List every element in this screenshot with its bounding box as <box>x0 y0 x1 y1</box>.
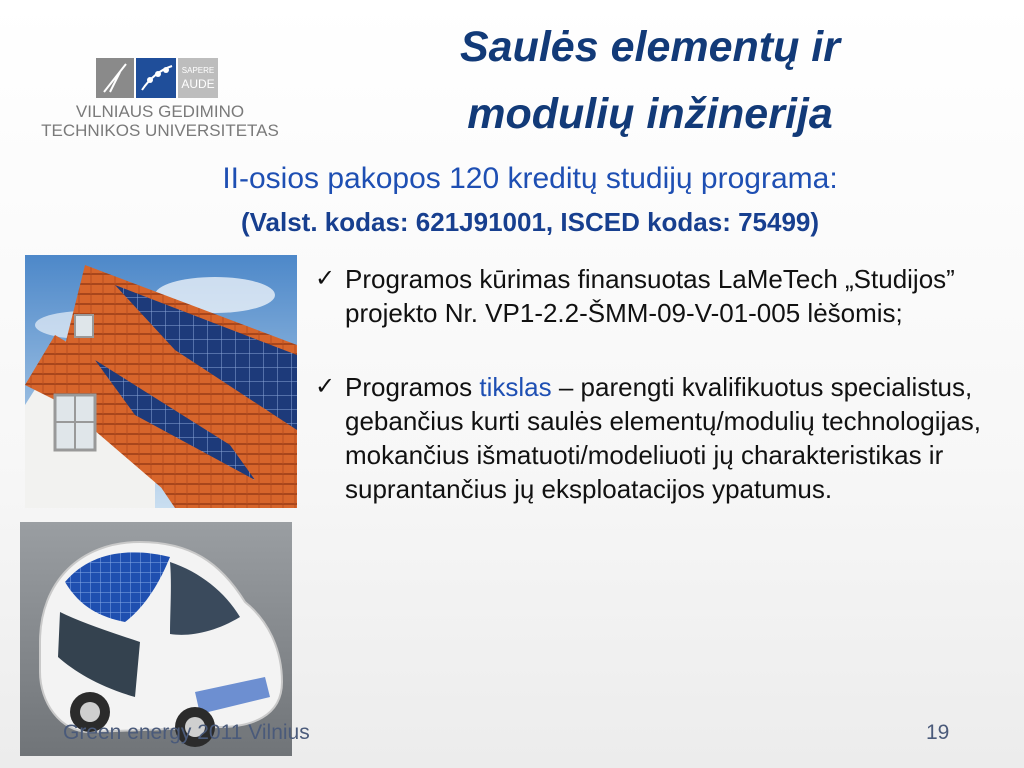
slide-title-line1: Saulės elementų ir <box>460 23 840 71</box>
university-name <box>30 102 290 140</box>
bullet-text: Programos kūrimas finansuotas LaMeTech „Studijos” projekto Nr. VP1-2.2-ŠMM-09-V-01-005 lėšomis; <box>345 264 955 328</box>
program-codes: (Valst. kodas: 621J91001, ISCED kodas: 75499) <box>240 207 820 237</box>
slide-title-line2: modulių inžinerija <box>467 90 833 138</box>
page-number: 19 <box>926 721 950 744</box>
university-name-line1: VILNIAUS GEDIMINO <box>75 102 245 121</box>
bullet-rest: – parengti kvalifikuotus specialistus, gebančius kurti saulės elementų/modulių technologijas, mokančius išmatuoti/modeliuoti jų charakteristikas ir suprantančius jų eksploatacijos ypatumus. <box>345 372 981 504</box>
motto-top: SAPERE <box>181 66 215 75</box>
bullet-item-funding <box>315 262 1005 330</box>
university-emblem-icon <box>96 58 222 100</box>
motto-bottom: AUDE <box>181 77 215 91</box>
program-subtitle: II-osios pakopos 120 kreditų studijų programa: <box>222 162 838 195</box>
university-logo <box>30 58 290 142</box>
bullet-list <box>315 262 1005 506</box>
checkmark-icon: ✓ <box>315 373 336 400</box>
footer-text: Green energy 2011 Vilnius <box>63 721 310 744</box>
bullet-text <box>345 370 995 506</box>
bullet-highlight: tikslas <box>479 372 552 402</box>
bullet-item-goal <box>315 370 1005 506</box>
bullet-lead: Programos <box>345 372 480 402</box>
checkmark-icon: ✓ <box>315 265 336 292</box>
solar-roof-photo <box>25 255 297 508</box>
university-name-line2: TECHNIKOS UNIVERSITETAS <box>41 121 279 140</box>
